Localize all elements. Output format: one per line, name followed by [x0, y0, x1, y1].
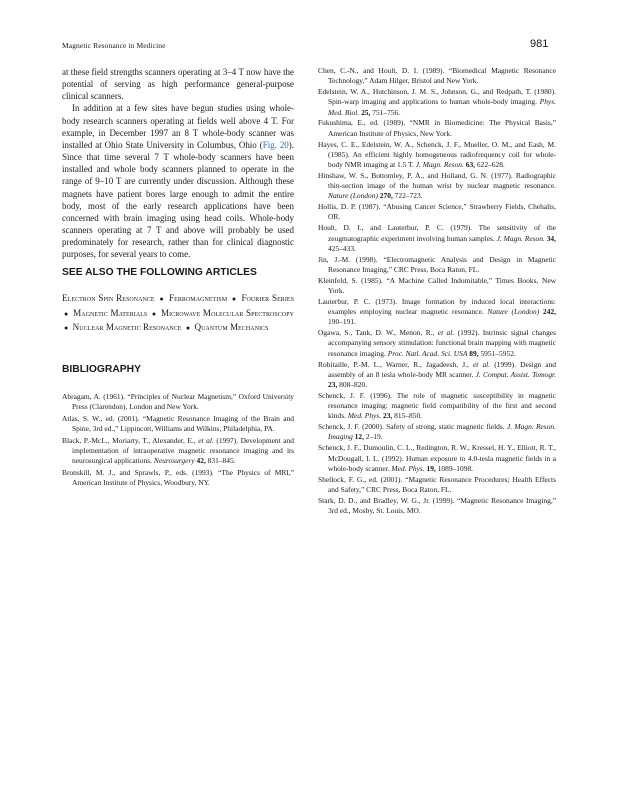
- reference-entry: Black, P.-McL., Moriarty, T., Alexander, E., et al. (1997). Development and implementation of intraoperative magnetic resonance imaging and its neurosurgical applications. Neurosurgery 42, 831–845.: [62, 435, 295, 466]
- bullet-separator: ●: [64, 324, 69, 333]
- body-paragraph-2-text-b: ). Since that time several 7 T whole-body scanners have been installed and whole body scanners planned to operate in the range of 9–10 T are currently under discussion. Although these magnets have patient bores large enough to admit the entire body, most of the early research applications have been concerned with brain imaging using head coils. Whole-body scanners operating at 7 T and above will probably be used predominately for research, rather than for clinical diagnostic purposes, for several years to come.: [62, 139, 294, 260]
- reference-entry: Fukushima, E., ed. (1989). “NMR in Biomedicine: The Physical Basis,” American Institute of Physics, New York.: [318, 118, 556, 138]
- see-also-article[interactable]: Fourier Series: [241, 293, 294, 303]
- right-column: [318, 66, 556, 517]
- bullet-separator: ●: [185, 324, 191, 333]
- see-also-article[interactable]: Quantum Mechanics: [194, 322, 269, 333]
- see-also-article[interactable]: Nuclear Magnetic Resonance: [72, 322, 182, 333]
- reference-entry: Edelstein, W. A., Hutchinson, J. M. S., Johnson, G., and Redpath, T. (1980). Spin-warp imaging and applications to human whole-body imaging. Phys. Med. Biol. 25, 751–756.: [318, 87, 556, 117]
- reference-entry: Lauterbur, P. C. (1973). Image formation by induced local interactions: examples employing nuclear magnetic resonance. Nature (London) 242, 190–191.: [318, 296, 557, 327]
- bullet-separator: ●: [231, 295, 237, 303]
- reference-entry: Robitaille, P.-M. L., Warner, R., Jagadeesh, J., et al. (1999). Design and assembly of an 8 tesla whole-body MR scanner. J. Comput. Assist. Tomogr. 23, 808–820.: [318, 359, 557, 390]
- reference-entry: Schenck, J. F. (2000). Safety of strong, static magnetic fields. J. Magn. Reson. Imaging 12, 2–19.: [318, 422, 556, 442]
- see-also-article[interactable]: Magnetic Materials: [73, 307, 148, 318]
- left-column: [62, 66, 295, 488]
- reference-entry: Atlas, S. W., ed. (2001). “Magnetic Resonance Imaging of the Brain and Spine, 3rd ed.,” Lippincott, Williams and Wilkins, Philadelphia, PA.: [62, 413, 294, 434]
- reference-entry: Abragam, A. (1961). “Principles of Nuclear Magnetism,” Oxford University Press (Clarendon), London and New York.: [62, 392, 294, 412]
- body-paragraph-1: at these field strengths scanners operating at 3–4 T now have the potential of serving as high performance general-purpose clinical scanners.: [62, 67, 294, 102]
- figure-20-link[interactable]: Fig. 20: [262, 139, 289, 150]
- reference-entry: Ogawa, S., Tank, D. W., Menon, R., et al. (1992). Intrinsic signal changes accompanying sensory stimulation: functional brain mapping with magnetic resonance imaging. Proc. Natl. Acad. Sci. USA 89, 5951–5952.: [318, 328, 556, 358]
- bibliography-heading: BIBLIOGRAPHY: [62, 364, 141, 375]
- body-paragraph-2: [62, 102, 294, 260]
- see-also-article[interactable]: Microwave Molecular Spectroscopy: [160, 307, 295, 318]
- bullet-separator: ●: [151, 309, 157, 318]
- bibliography-list-right: [318, 66, 556, 516]
- see-also-article[interactable]: Electron Spin Resonance: [62, 293, 155, 303]
- reference-entry: Bronskill, M. J., and Sprawls, P., eds. (1993). “The Physics of MRI,” American Institute of Physics, Woodbury, NY.: [62, 467, 294, 488]
- page-number: 981: [530, 38, 549, 50]
- reference-entry: Shellock, F. G., ed. (2001). “Magnetic Resonance Procedures; Health Effects and Safety,” CRC Press, Boca Raton, FL.: [318, 474, 556, 494]
- see-also-article[interactable]: Ferromagnetism: [169, 293, 228, 303]
- reference-entry: Schenck, J. F., Dumoulin, C. L., Redington, R. W., Kressel, H. Y., Elliott, R. T., McDougall, I. L. (1992). Human exposure to 4.0-tesla magnetic fields in a whole-body scanner. Med. Phys. 19, 1089–1098.: [318, 443, 556, 473]
- running-header-journal: Magnetic Resonance in Medicine: [62, 41, 166, 50]
- reference-entry: Jin, J.-M. (1998). “Electromagnetic Analysis and Design in Magnetic Resonance Imaging,” CRC Press, Boca Raton, FL.: [318, 254, 556, 274]
- see-also-article-list: [62, 292, 294, 336]
- reference-entry: Stark, D. D., and Bradley, W. G., Jr. (1999). “Magnetic Resonance Imaging,” 3rd ed., Mosby, St. Louis, MO.: [318, 495, 556, 515]
- reference-entry: Hoult, D. I., and Lauterbur, P. C. (1979). The sensitivity of the zeugmatographic experiment involving human samples. J. Magn. Reson. 34, 425–433.: [318, 223, 556, 253]
- bullet-separator: ●: [159, 295, 165, 303]
- reference-entry: Schenck, J. F. (1996). The role of magnetic susceptibility in magnetic resonance imaging: magnetic field compatibility of the first and second kinds. Med. Phys. 23, 815–850.: [318, 390, 556, 421]
- reference-entry: Chen, C.-N., and Hoult, D. I. (1989). “Biomedical Magnetic Resonance Technology,” Adam Hilger, Bristol and New York.: [318, 66, 556, 86]
- bibliography-list-left: [62, 392, 294, 490]
- reference-entry: Hinshaw, W. S., Bottomley, P. A., and Holland, G. N. (1977). Radiographic thin-section image of the human wrist by nuclear magnetic resonance. Nature (London) 270, 722–723.: [318, 170, 556, 201]
- reference-entry: Hollis, D. P. (1987). “Abusing Cancer Science,” Strawberry Fields, Chehalis, OR.: [318, 202, 556, 222]
- body-paragraph-2-text-a: In addition at a few sites have begun studies using whole-body research scanners operating at fields well above 4 T. For example, in December 1997 an 8 T whole-body scanner was installed at Ohio State University in Columbus, Ohio (: [62, 103, 294, 150]
- reference-entry: Hayes, C. E., Edelstein, W. A., Schenck, J. F., Mueller, O. M., and Eash, M. (1985). An efficient highly homogeneous radiofrequency coil for whole-body NMR imaging at 1.5 T. J. Magn. Reson. 63, 622–628.: [318, 139, 556, 170]
- reference-entry: Kleinfeld, S. (1985). “A Machine Called Indomitable,” Times Books, New York.: [318, 275, 556, 295]
- bullet-separator: ●: [64, 309, 69, 318]
- see-also-heading: SEE ALSO THE FOLLOWING ARTICLES: [62, 267, 257, 278]
